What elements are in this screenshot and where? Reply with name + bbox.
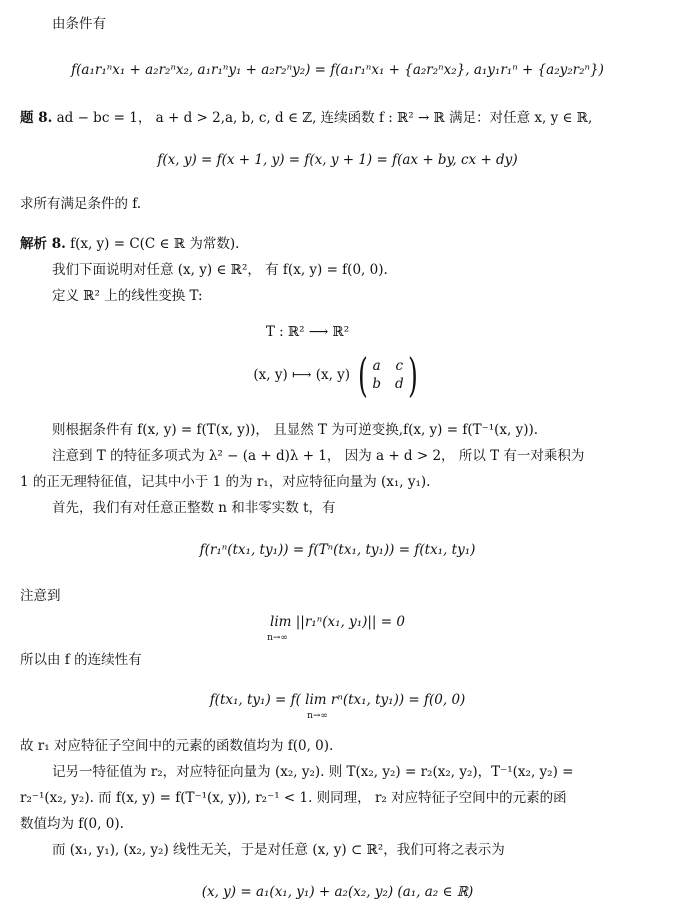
text-line: 求所有满足条件的 f.	[20, 196, 142, 212]
equation: T : ℝ² ⟶ ℝ²	[265, 324, 350, 340]
matrix-entry: a	[372, 358, 381, 374]
matrix	[354, 348, 421, 402]
equation: f(r₁ⁿ(tx₁, ty₁)) = f(Tⁿ(tx₁, ty₁)) = f(tx₁, ty₁)	[199, 542, 476, 558]
text-line: 而 (x₁, y₁), (x₂, y₂) 线性无关，于是对任意 (x, y) ⊂ ℝ²，我们可将之表示为	[52, 842, 505, 858]
map-text: (x, y) ⟼ (x, y)	[253, 367, 351, 383]
equation: f(tx₁, ty₁) = f( lim rⁿ(tx₁, ty₁)) = f(0, 0)	[209, 692, 466, 708]
equation: f(a₁r₁ⁿx₁ + a₂r₂ⁿx₂, a₁r₁ⁿy₁ + a₂r₂ⁿy₂) = f(a₁r₁ⁿx₁ + {a₂r₂ⁿx₂}, a₁y₁r₁ⁿ + {a₂y₂r₂ⁿ})	[71, 62, 604, 78]
problem-label: 题 8.	[20, 110, 53, 126]
text-line: r₂⁻¹(x₂, y₂). 而 f(x, y) = f(T⁻¹(x, y)), r₂⁻¹ < 1. 则同理， r₂ 对应特征子空间中的元素的函	[20, 790, 567, 806]
right-paren: )	[407, 348, 418, 402]
matrix-entry: d	[394, 376, 404, 392]
problem-text: ad − bc = 1， a + d > 2,a, b, c, d ∈ ℤ, 连续函数 f : ℝ² → ℝ 满足：对任意 x, y ∈ ℝ,	[52, 110, 593, 126]
equation: lim ||r₁ⁿ(x₁, y₁)|| = 0	[270, 614, 405, 630]
equation: (x, y) = a₁(x₁, y₁) + a₂(x₂, y₂) (a₁, a₂ ∈ ℝ)	[201, 884, 474, 900]
equation: f(x, y) = f(x + 1, y) = f(x, y + 1) = f(ax + by, cx + dy)	[157, 152, 518, 168]
text-line: 定义 ℝ² 上的线性变换 T:	[52, 288, 203, 304]
limit-subscript: n→∞	[307, 711, 328, 721]
limit-subscript: n→∞	[267, 633, 288, 643]
solution-label: 解析 8.	[20, 236, 66, 252]
problem-statement	[0, 108, 675, 128]
matrix-entry: c	[395, 358, 404, 374]
text-line: 故 r₁ 对应特征子空间中的元素的函数值均为 f(0, 0).	[20, 738, 334, 754]
left-paren: (	[358, 348, 369, 402]
text-line: 记另一特征值为 r₂，对应特征向量为 (x₂, y₂). 则 T(x₂, y₂) = r₂(x₂, y₂)，T⁻¹(x₂, y₂) =	[52, 764, 574, 780]
solution-text: f(x, y) = C(C ∈ ℝ 为常数).	[65, 236, 240, 252]
text-line: 注意到	[20, 588, 61, 604]
solution-heading	[0, 234, 675, 254]
text-line: 1 的正无理特征值，记其中小于 1 的为 r₁，对应特征向量为 (x₁, y₁).	[20, 474, 431, 490]
text-line: 则根据条件有 f(x, y) = f(T(x, y))， 且显然 T 为可逆变换,f(x, y) = f(T⁻¹(x, y)).	[52, 422, 539, 438]
text-line: 我们下面说明对任意 (x, y) ∈ ℝ²， 有 f(x, y) = f(0, 0).	[52, 262, 388, 278]
text-line: 数值均为 f(0, 0).	[20, 816, 124, 832]
text-line: 首先，我们有对任意正整数 n 和非零实数 t，有	[52, 500, 336, 516]
matrix-entry: b	[372, 376, 381, 392]
text-line: 所以由 f 的连续性有	[20, 652, 142, 668]
text-line: 注意到 T 的特征多项式为 λ² − (a + d)λ + 1， 因为 a + d > 2， 所以 T 有一对乘积为	[52, 448, 585, 464]
text-line: 由条件有	[52, 16, 106, 32]
matrix-equation	[0, 348, 675, 402]
